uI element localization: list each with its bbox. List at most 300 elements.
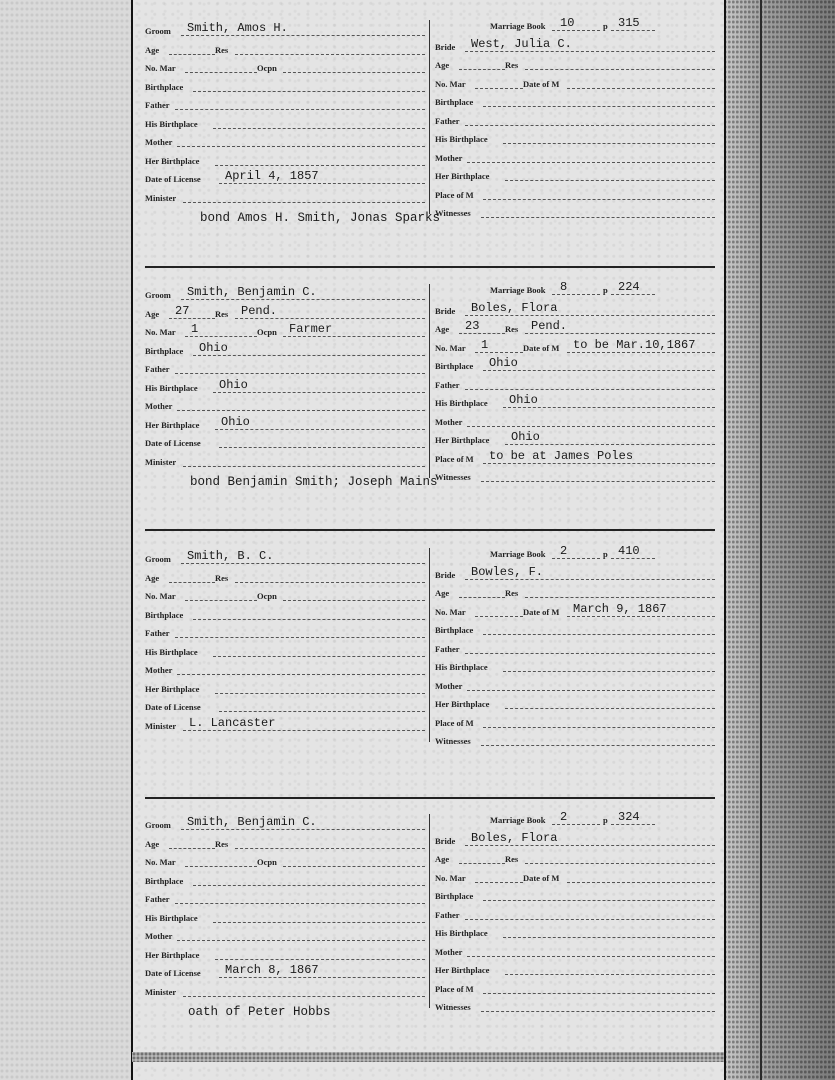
bride-father bbox=[435, 907, 715, 923]
bride-witnesses-label: Witnesses bbox=[435, 472, 471, 482]
marriage-book-page: 315 bbox=[618, 16, 640, 30]
bride-birthplace-label: Birthplace bbox=[435, 625, 474, 635]
groom-no-mar bbox=[145, 854, 257, 870]
groom-age bbox=[145, 303, 215, 322]
bride-mother-line bbox=[467, 690, 715, 691]
bride-his-birthplace-value: Ohio bbox=[509, 393, 538, 407]
groom-mother bbox=[145, 134, 425, 150]
bride-father-line bbox=[465, 919, 715, 920]
right-margin bbox=[724, 0, 835, 1080]
groom-minister-line bbox=[183, 202, 425, 203]
groom-no-mar-label: No. Mar bbox=[145, 327, 176, 337]
bride-her-birthplace-line bbox=[505, 444, 715, 445]
marriage-book-page-line bbox=[611, 30, 655, 31]
bride-name-value: Boles, Flora bbox=[471, 830, 558, 845]
marriage-book-p-label: p bbox=[603, 21, 608, 31]
bride-place-of-m-label: Place of M bbox=[435, 189, 474, 200]
bride-date-of-m-value: March 9, 1867 bbox=[573, 601, 667, 616]
bride-no-mar-line bbox=[475, 352, 523, 353]
bride-name bbox=[435, 830, 715, 849]
bride-his-birthplace-label: His Birthplace bbox=[435, 662, 488, 672]
groom-minister-line bbox=[183, 466, 425, 467]
bride-name-line bbox=[465, 845, 715, 846]
groom-ocpn bbox=[257, 854, 425, 870]
groom-date-of-license-label: Date of License bbox=[145, 438, 201, 448]
groom-mother-label: Mother bbox=[145, 665, 173, 675]
bride-no-mar bbox=[435, 870, 523, 886]
bride-date-of-m-label: Date of M bbox=[523, 342, 560, 353]
groom-birthplace-line bbox=[193, 355, 425, 356]
marriage-book-line bbox=[552, 30, 600, 31]
bride-place-of-m-value: to be at James Poles bbox=[489, 448, 634, 463]
bride-birthplace-line bbox=[483, 106, 715, 107]
groom-name-line bbox=[181, 299, 425, 300]
groom-her-birthplace bbox=[145, 414, 425, 433]
bride-date-of-m bbox=[523, 870, 715, 886]
groom-birthplace-line bbox=[193, 885, 425, 886]
groom-res-label: Res bbox=[215, 572, 229, 583]
groom-her-birthplace-line bbox=[215, 959, 425, 960]
bride-date-of-m-line bbox=[567, 352, 715, 353]
groom-father-line bbox=[175, 373, 425, 374]
marriage-book-ref bbox=[490, 282, 660, 298]
groom-mother-line bbox=[177, 410, 425, 411]
bride-date-of-m bbox=[523, 601, 715, 620]
bride-place-of-m bbox=[435, 981, 715, 997]
bottom-strip bbox=[132, 1052, 724, 1062]
bride-place-of-m-line bbox=[483, 463, 715, 464]
bride-her-birthplace bbox=[435, 168, 715, 184]
groom-name-value: Smith, Benjamin C. bbox=[187, 285, 317, 299]
bride-name-label: Bride bbox=[435, 835, 456, 846]
bride-age-line bbox=[459, 863, 505, 864]
bride-witnesses-label: Witnesses bbox=[435, 208, 471, 218]
groom-age-line bbox=[169, 848, 215, 849]
groom-minister-value: L. Lancaster bbox=[189, 715, 276, 730]
groom-father-label: Father bbox=[145, 364, 170, 374]
bride-age-label: Age bbox=[435, 588, 450, 598]
groom-name bbox=[145, 817, 425, 833]
bride-no-mar bbox=[435, 337, 523, 356]
groom-his-birthplace-line bbox=[213, 922, 425, 923]
bride-his-birthplace-line bbox=[503, 937, 715, 938]
marriage-book-number: 2 bbox=[560, 810, 568, 824]
groom-birthplace bbox=[145, 607, 425, 623]
bride-father-line bbox=[465, 389, 715, 390]
groom-father bbox=[145, 361, 425, 377]
bride-res-label: Res bbox=[505, 60, 519, 70]
bride-his-birthplace bbox=[435, 131, 715, 147]
left-border-line bbox=[131, 0, 133, 1080]
bride-mother bbox=[435, 678, 715, 694]
groom-birthplace bbox=[145, 340, 425, 359]
groom-date-of-license-label: Date of License bbox=[145, 702, 201, 712]
right-border-line bbox=[724, 0, 726, 1080]
bride-mother-label: Mother bbox=[435, 416, 463, 427]
bride-father-label: Father bbox=[435, 909, 460, 920]
bride-his-birthplace bbox=[435, 659, 715, 675]
marriage-book-number: 10 bbox=[560, 16, 575, 30]
bride-his-birthplace bbox=[435, 925, 715, 941]
groom-her-birthplace-label: Her Birthplace bbox=[145, 419, 200, 430]
bride-res bbox=[505, 851, 715, 867]
groom-birthplace-line bbox=[193, 91, 425, 92]
bride-age-label: Age bbox=[435, 854, 450, 864]
marriage-book-label: Marriage Book bbox=[490, 549, 546, 559]
groom-date-of-license-value: April 4, 1857 bbox=[225, 169, 319, 183]
groom-minister bbox=[145, 454, 425, 470]
bride-place-of-m bbox=[435, 715, 715, 731]
groom-his-birthplace bbox=[145, 116, 425, 132]
column-divider bbox=[429, 284, 430, 478]
groom-ocpn-label: Ocpn bbox=[257, 63, 277, 73]
bride-her-birthplace-value: Ohio bbox=[511, 430, 540, 444]
bride-her-birthplace-label: Her Birthplace bbox=[435, 965, 490, 975]
groom-age-label: Age bbox=[145, 44, 160, 55]
bride-place-of-m bbox=[435, 187, 715, 203]
groom-minister-label: Minister bbox=[145, 192, 177, 203]
bride-date-of-m-label: Date of M bbox=[523, 606, 560, 617]
groom-mother-label: Mother bbox=[145, 401, 173, 411]
groom-res bbox=[215, 303, 425, 322]
marriage-book-page: 324 bbox=[618, 810, 640, 824]
marriage-book-p-label: p bbox=[603, 549, 608, 559]
groom-age bbox=[145, 836, 215, 852]
bride-name-label: Bride bbox=[435, 41, 456, 52]
groom-minister-line bbox=[183, 730, 425, 731]
bride-her-birthplace-line bbox=[505, 180, 715, 181]
groom-father bbox=[145, 625, 425, 641]
groom-age bbox=[145, 570, 215, 586]
groom-date-of-license-line bbox=[219, 977, 425, 978]
groom-res-label: Res bbox=[215, 308, 229, 319]
bride-mother bbox=[435, 944, 715, 960]
bride-father bbox=[435, 641, 715, 657]
bride-name bbox=[435, 564, 715, 583]
groom-name-line bbox=[181, 829, 425, 830]
bride-birthplace bbox=[435, 94, 715, 110]
record-separator bbox=[145, 266, 715, 268]
bride-witnesses bbox=[435, 999, 715, 1015]
groom-birthplace-label: Birthplace bbox=[145, 81, 184, 92]
groom-ocpn bbox=[257, 588, 425, 604]
bride-place-of-m-line bbox=[483, 993, 715, 994]
groom-her-birthplace-label: Her Birthplace bbox=[145, 683, 200, 694]
bride-no-mar-label: No. Mar bbox=[435, 872, 466, 883]
groom-his-birthplace bbox=[145, 910, 425, 926]
bride-date-of-m-label: Date of M bbox=[523, 78, 560, 89]
bride-no-mar bbox=[435, 604, 523, 620]
bride-name-value: West, Julia C. bbox=[471, 36, 572, 51]
marriage-book-line bbox=[552, 294, 600, 295]
groom-date-of-license-line bbox=[219, 711, 425, 712]
groom-father-label: Father bbox=[145, 628, 170, 638]
groom-birthplace-line bbox=[193, 619, 425, 620]
bride-father-line bbox=[465, 125, 715, 126]
groom-birthplace-label: Birthplace bbox=[145, 875, 184, 886]
bride-mother-label: Mother bbox=[435, 152, 463, 163]
bride-age-line bbox=[459, 333, 505, 334]
groom-his-birthplace-line bbox=[213, 656, 425, 657]
groom-ocpn-line bbox=[283, 72, 425, 73]
bride-mother-label: Mother bbox=[435, 946, 463, 957]
bride-date-of-m-line bbox=[567, 882, 715, 883]
groom-birthplace-value: Ohio bbox=[199, 340, 228, 355]
groom-father-line bbox=[175, 903, 425, 904]
bride-res-line bbox=[525, 597, 715, 598]
groom-date-of-license bbox=[145, 699, 425, 715]
bride-date-of-m bbox=[523, 337, 715, 356]
groom-her-birthplace-value: Ohio bbox=[221, 414, 250, 429]
bride-witnesses-line bbox=[481, 745, 715, 746]
groom-birthplace-label: Birthplace bbox=[145, 345, 184, 356]
bride-mother-label: Mother bbox=[435, 680, 463, 691]
bride-name-line bbox=[465, 579, 715, 580]
groom-his-birthplace bbox=[145, 377, 425, 396]
groom-name-value: Smith, Benjamin C. bbox=[187, 815, 317, 829]
groom-ocpn-line bbox=[283, 600, 425, 601]
bride-res-label: Res bbox=[505, 588, 519, 598]
marriage-book-number: 2 bbox=[560, 544, 568, 558]
groom-minister-line bbox=[183, 996, 425, 997]
bride-age-label: Age bbox=[435, 60, 450, 70]
marriage-book-page-line bbox=[611, 558, 655, 559]
groom-age-line bbox=[169, 582, 215, 583]
groom-no-mar-label: No. Mar bbox=[145, 63, 176, 73]
groom-age-value: 27 bbox=[175, 303, 190, 318]
bride-no-mar-line bbox=[475, 882, 523, 883]
groom-father-label: Father bbox=[145, 894, 170, 904]
groom-age-line bbox=[169, 54, 215, 55]
bride-birthplace bbox=[435, 358, 715, 374]
marriage-book-p-label: p bbox=[603, 285, 608, 295]
groom-birthplace-label: Birthplace bbox=[145, 609, 184, 620]
record-separator bbox=[145, 529, 715, 531]
groom-res-line bbox=[235, 582, 425, 583]
groom-name-label: Groom bbox=[145, 554, 171, 564]
groom-birthplace bbox=[145, 873, 425, 889]
groom-date-of-license bbox=[145, 435, 425, 451]
groom-ocpn bbox=[257, 324, 425, 340]
groom-ocpn bbox=[257, 60, 425, 76]
bride-birthplace-value: Ohio bbox=[489, 356, 518, 370]
marriage-book-ref bbox=[490, 546, 660, 562]
groom-res-label: Res bbox=[215, 838, 229, 849]
bride-her-birthplace-label: Her Birthplace bbox=[435, 171, 490, 181]
marriage-book-label: Marriage Book bbox=[490, 815, 546, 825]
bride-his-birthplace-label: His Birthplace bbox=[435, 398, 488, 408]
marriage-book-label: Marriage Book bbox=[490, 21, 546, 31]
bride-her-birthplace bbox=[435, 696, 715, 712]
groom-mother-line bbox=[177, 940, 425, 941]
bride-witnesses-line bbox=[481, 1011, 715, 1012]
groom-res-line bbox=[235, 318, 425, 319]
bride-mother bbox=[435, 150, 715, 166]
bride-place-of-m-line bbox=[483, 199, 715, 200]
groom-date-of-license bbox=[145, 171, 425, 187]
bride-age bbox=[435, 851, 505, 867]
record-note: bond Amos H. Smith, Jonas Sparks bbox=[200, 211, 441, 225]
bride-place-of-m-line bbox=[483, 727, 715, 728]
groom-her-birthplace-line bbox=[215, 165, 425, 166]
groom-her-birthplace-label: Her Birthplace bbox=[145, 949, 200, 960]
bride-witnesses-label: Witnesses bbox=[435, 1002, 471, 1012]
bride-birthplace-line bbox=[483, 370, 715, 371]
groom-res bbox=[215, 836, 425, 852]
bride-name bbox=[435, 300, 715, 319]
groom-name-label: Groom bbox=[145, 290, 171, 300]
bride-name bbox=[435, 36, 715, 55]
groom-no-mar-value: 1 bbox=[191, 322, 199, 336]
groom-no-mar bbox=[145, 324, 257, 340]
record-separator bbox=[145, 797, 715, 799]
marriage-book-label: Marriage Book bbox=[490, 285, 546, 295]
groom-mother bbox=[145, 398, 425, 414]
bride-birthplace-label: Birthplace bbox=[435, 361, 474, 371]
bride-his-birthplace bbox=[435, 395, 715, 411]
groom-ocpn-line bbox=[283, 336, 425, 337]
marriage-book-page-line bbox=[611, 824, 655, 825]
groom-date-of-license-value: March 8, 1867 bbox=[225, 963, 319, 977]
column-divider bbox=[429, 20, 430, 214]
groom-his-birthplace-value: Ohio bbox=[219, 377, 248, 392]
marriage-book-line bbox=[552, 558, 600, 559]
bride-father-label: Father bbox=[435, 643, 460, 654]
bride-name-line bbox=[465, 51, 715, 52]
bride-name-value: Boles, Flora bbox=[471, 300, 558, 315]
marriage-book-p-label: p bbox=[603, 815, 608, 825]
bride-no-mar-line bbox=[475, 88, 523, 89]
left-margin bbox=[0, 0, 132, 1080]
bride-mother-line bbox=[467, 426, 715, 427]
groom-minister bbox=[145, 984, 425, 1000]
groom-father-label: Father bbox=[145, 100, 170, 110]
bride-witnesses-label: Witnesses bbox=[435, 736, 471, 746]
groom-mother bbox=[145, 662, 425, 678]
groom-age-line bbox=[169, 318, 215, 319]
groom-father-line bbox=[175, 109, 425, 110]
bride-res bbox=[505, 57, 715, 73]
bride-father-line bbox=[465, 653, 715, 654]
column-divider bbox=[429, 814, 430, 1008]
bride-his-birthplace-line bbox=[503, 407, 715, 408]
groom-mother-label: Mother bbox=[145, 931, 173, 941]
groom-res-line bbox=[235, 848, 425, 849]
bride-witnesses-line bbox=[481, 481, 715, 482]
bride-no-mar-line bbox=[475, 616, 523, 617]
groom-her-birthplace bbox=[145, 947, 425, 963]
bride-mother-line bbox=[467, 956, 715, 957]
marriage-book-page: 410 bbox=[618, 544, 640, 558]
groom-mother-line bbox=[177, 674, 425, 675]
groom-age bbox=[145, 42, 215, 58]
groom-name-value: Smith, Amos H. bbox=[187, 21, 288, 35]
marriage-book-ref bbox=[490, 18, 660, 34]
groom-his-birthplace bbox=[145, 644, 425, 660]
bride-birthplace-line bbox=[483, 900, 715, 901]
bride-age bbox=[435, 57, 505, 73]
record-note: oath of Peter Hobbs bbox=[188, 1005, 331, 1019]
groom-minister-label: Minister bbox=[145, 720, 177, 731]
groom-her-birthplace-label: Her Birthplace bbox=[145, 155, 200, 166]
bride-birthplace bbox=[435, 888, 715, 904]
bride-res bbox=[505, 585, 715, 601]
bride-father bbox=[435, 377, 715, 393]
bride-her-birthplace-label: Her Birthplace bbox=[435, 435, 490, 445]
groom-res-label: Res bbox=[215, 44, 229, 55]
bride-age bbox=[435, 585, 505, 601]
bride-res-value: Pend. bbox=[531, 319, 568, 333]
marriage-book-number: 8 bbox=[560, 280, 568, 294]
groom-date-of-license-label: Date of License bbox=[145, 174, 201, 184]
groom-age-label: Age bbox=[145, 572, 160, 583]
bride-res bbox=[505, 321, 715, 337]
groom-her-birthplace bbox=[145, 681, 425, 697]
bride-place-of-m-label: Place of M bbox=[435, 717, 474, 728]
bride-date-of-m-value: to be Mar.10,1867 bbox=[573, 337, 696, 352]
bride-res-label: Res bbox=[505, 324, 519, 334]
groom-minister bbox=[145, 190, 425, 206]
groom-father bbox=[145, 97, 425, 113]
groom-age-label: Age bbox=[145, 308, 160, 319]
bride-her-birthplace bbox=[435, 432, 715, 448]
bride-her-birthplace-line bbox=[505, 974, 715, 975]
bride-age bbox=[435, 321, 505, 337]
bride-no-mar bbox=[435, 76, 523, 92]
groom-ocpn-value: Farmer bbox=[289, 322, 333, 336]
groom-no-mar bbox=[145, 60, 257, 76]
bride-her-birthplace-line bbox=[505, 708, 715, 709]
bride-place-of-m-label: Place of M bbox=[435, 453, 474, 464]
bride-father-label: Father bbox=[435, 379, 460, 390]
groom-his-birthplace-label: His Birthplace bbox=[145, 382, 198, 393]
bride-name-label: Bride bbox=[435, 305, 456, 316]
groom-ocpn-label: Ocpn bbox=[257, 591, 277, 601]
groom-no-mar-line bbox=[185, 336, 257, 337]
groom-no-mar-line bbox=[185, 866, 257, 867]
groom-her-birthplace bbox=[145, 153, 425, 169]
groom-res bbox=[215, 570, 425, 586]
bride-no-mar-label: No. Mar bbox=[435, 606, 466, 617]
groom-his-birthplace-label: His Birthplace bbox=[145, 912, 198, 923]
groom-name bbox=[145, 551, 425, 567]
bride-no-mar-value: 1 bbox=[481, 337, 489, 352]
column-divider bbox=[429, 548, 430, 742]
groom-res-value: Pend. bbox=[241, 303, 278, 318]
groom-her-birthplace-line bbox=[215, 429, 425, 430]
bride-age-line bbox=[459, 597, 505, 598]
bride-date-of-m bbox=[523, 76, 715, 92]
bride-her-birthplace-label: Her Birthplace bbox=[435, 699, 490, 709]
groom-name-value: Smith, B. C. bbox=[187, 549, 274, 563]
bride-witnesses bbox=[435, 733, 715, 749]
bride-birthplace-label: Birthplace bbox=[435, 97, 474, 107]
groom-father-line bbox=[175, 637, 425, 638]
bride-place-of-m bbox=[435, 448, 715, 467]
bride-her-birthplace bbox=[435, 962, 715, 978]
bride-res-label: Res bbox=[505, 854, 519, 864]
bride-age-value: 23 bbox=[465, 319, 480, 333]
groom-no-mar bbox=[145, 588, 257, 604]
groom-mother-label: Mother bbox=[145, 137, 173, 147]
groom-res bbox=[215, 42, 425, 58]
groom-mother bbox=[145, 928, 425, 944]
groom-no-mar-label: No. Mar bbox=[145, 591, 176, 601]
groom-date-of-license-line bbox=[219, 183, 425, 184]
groom-minister-label: Minister bbox=[145, 986, 177, 997]
groom-his-birthplace-label: His Birthplace bbox=[145, 646, 198, 657]
groom-her-birthplace-line bbox=[215, 693, 425, 694]
